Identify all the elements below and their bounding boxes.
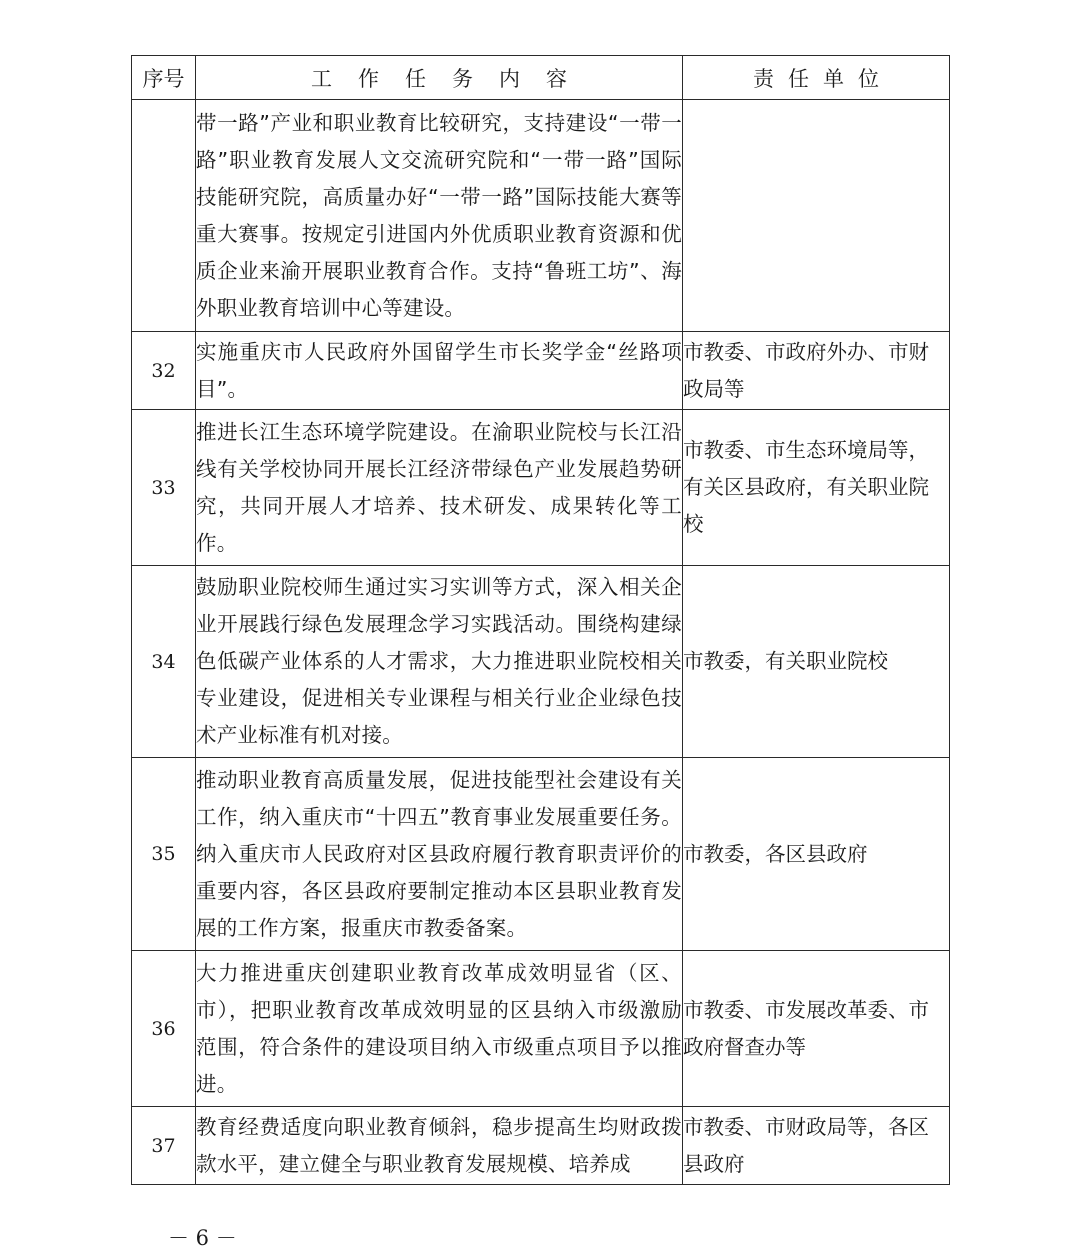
table-row — [132, 758, 950, 951]
row-unit — [683, 100, 950, 332]
table-row — [132, 951, 950, 1107]
row-unit: 市教委、市政府外办、市财政局等 — [683, 332, 950, 410]
row-unit: 市教委、市发展改革委、市政府督查办等 — [683, 951, 950, 1107]
row-content: 鼓励职业院校师生通过实习实训等方式，深入相关企业开展践行绿色发展理念学习实践活动。围绕构建绿色低碳产业体系的人才需求，大力推进职业院校相关专业建设，促进相关专业课程与相关行业企业绿色技术产业标准有机对接。 — [196, 566, 683, 758]
row-unit: 市教委、市生态环境局等，有关区县政府，有关职业院校 — [683, 410, 950, 566]
row-unit: 市教委，有关职业院校 — [683, 566, 950, 758]
row-number: 35 — [132, 758, 196, 951]
row-content: 推动职业教育高质量发展，促进技能型社会建设有关工作，纳入重庆市“十四五”教育事业发展重要任务。纳入重庆市人民政府对区县政府履行教育职责评价的重要内容，各区县政府要制定推动本区县职业教育发展的工作方案，报重庆市教委备案。 — [196, 758, 683, 951]
row-unit: 市教委、市财政局等，各区县政府 — [683, 1107, 950, 1185]
header-task-content: 工作任务内容 — [196, 56, 683, 100]
table-row — [132, 332, 950, 410]
row-number: 37 — [132, 1107, 196, 1185]
header-number: 序号 — [132, 56, 196, 100]
task-table — [131, 55, 950, 1185]
row-content: 教育经费适度向职业教育倾斜，稳步提高生均财政拨款水平，建立健全与职业教育发展规模、培养成 — [196, 1107, 683, 1185]
table-row — [132, 100, 950, 332]
table-header-row — [132, 56, 950, 100]
row-content: 推进长江生态环境学院建设。在渝职业院校与长江沿线有关学校协同开展长江经济带绿色产业发展趋势研究，共同开展人才培养、技术研发、成果转化等工作。 — [196, 410, 683, 566]
row-unit: 市教委，各区县政府 — [683, 758, 950, 951]
header-responsible-unit: 责任单位 — [683, 56, 950, 100]
row-content: 实施重庆市人民政府外国留学生市长奖学金“丝路项目”。 — [196, 332, 683, 410]
page-number: － 6 － — [168, 1226, 237, 1250]
table-row — [132, 410, 950, 566]
row-number: 33 — [132, 410, 196, 566]
table-row — [132, 566, 950, 758]
row-content: 带一路”产业和职业教育比较研究，支持建设“一带一路”职业教育发展人文交流研究院和“一带一路”国际技能研究院，高质量办好“一带一路”国际技能大赛等重大赛事。按规定引进国内外优质职业教育资源和优质企业来渝开展职业教育合作。支持“鲁班工坊”、海外职业教育培训中心等建设。 — [196, 100, 683, 332]
row-number — [132, 100, 196, 332]
row-content: 大力推进重庆创建职业教育改革成效明显省（区、市），把职业教育改革成效明显的区县纳入市级激励范围，符合条件的建设项目纳入市级重点项目予以推进。 — [196, 951, 683, 1107]
table-row — [132, 1107, 950, 1185]
row-number: 34 — [132, 566, 196, 758]
row-number: 32 — [132, 332, 196, 410]
row-number: 36 — [132, 951, 196, 1107]
